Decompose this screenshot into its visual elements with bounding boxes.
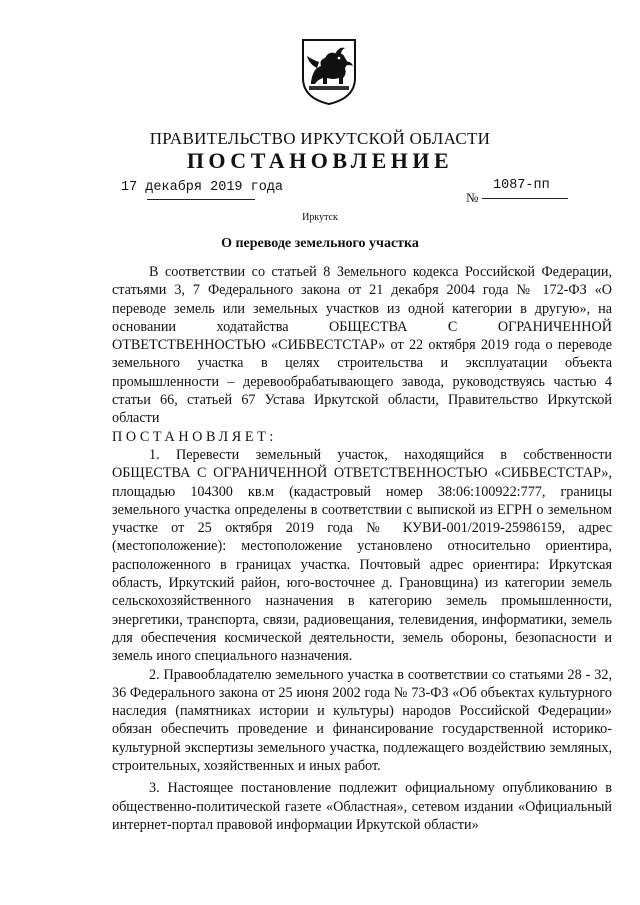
decree-word: ПОСТАНОВЛЯЕТ: [112, 428, 277, 445]
document-number: 1087-пп [493, 178, 550, 193]
document-date: 17 декабря 2019 года [121, 180, 284, 195]
preamble-paragraph: В соответствии со статьей 8 Земельного кодекса Российской Федерации, статьями 3, 7 Федерального закона от 21 декабря 2004 года № 172-ФЗ «О переводе земель или земельных участков из одной категории в другую», на основании ходатайства ОБЩЕСТВА С ОГРАНИЧЕННОЙ ОТВЕТСТВЕННОСТЬЮ «СИБВЕСТСТАР» от 22 октября 2019 года о переводе земельного участка в целях строительства и эксплуатации объекта промышленности – деревообрабатывающего завода, руководствуясь частью 4 статьи 66, статьей 67 Устава Иркутской области, Правительство Иркутской области [112, 264, 612, 427]
document-subject: О переводе земельного участка [221, 236, 419, 251]
document-body [112, 263, 612, 834]
government-title: ПРАВИТЕЛЬСТВО ИРКУТСКОЙ ОБЛАСТИ [149, 129, 491, 148]
coat-of-arms-icon [299, 38, 359, 106]
clause-2: 2. Правообладателю земельного участка в соответствии со статьями 28 - 32, 36 Федерального закона от 25 июня 2002 года № 73-ФЗ «Об объектах культурного наследия (памятниках истории и культуры) народов Российской Федерации» обязан обеспечить проведение и финансирование государственной историко-культурной экспертизы земельного участка, подлежащего воздействию земляных, строительных, хозяйственных и иных работ. [112, 666, 612, 775]
number-sign: № [466, 190, 479, 205]
date-underline [147, 199, 255, 200]
clause-1: 1. Перевести земельный участок, находящийся в собственности ОБЩЕСТВА С ОГРАНИЧЕННОЙ ОТВЕТСТВЕННОСТЬЮ «СИБВЕСТСТАР», площадью 104300 кв.м (кадастровый номер 38:06:100922:777, границы земельного участка определены в соответствии с выпиской из ЕГРН о земельном участке от 25 октября 2019 года № КУВИ-001/2019-25986159, адрес (местоположение): местоположение установлено относительно ориентира, расположенного в границах участка. Почтовый адрес ориентира: Иркутская область, Иркутский район, юго-восточнее д. Грановщина) из категории земель сельскохозяйственного назначения в категорию земель промышленности, энергетики, транспорта, связи, радиовещания, телевидения, информатики, земель для обеспечения космической деятельности, земель обороны, безопасности и земель иного специального назначения. [112, 446, 612, 665]
city-label: Иркутск [302, 212, 338, 223]
document-type: ПОСТАНОВЛЕНИЕ [186, 148, 454, 173]
number-underline [482, 198, 568, 199]
clause-3: 3. Настоящее постановление подлежит официальному опубликованию в общественно-политической газете «Областная», сетевом издании «Официальный интернет-портал правовой информации Иркутской области» [112, 780, 612, 833]
